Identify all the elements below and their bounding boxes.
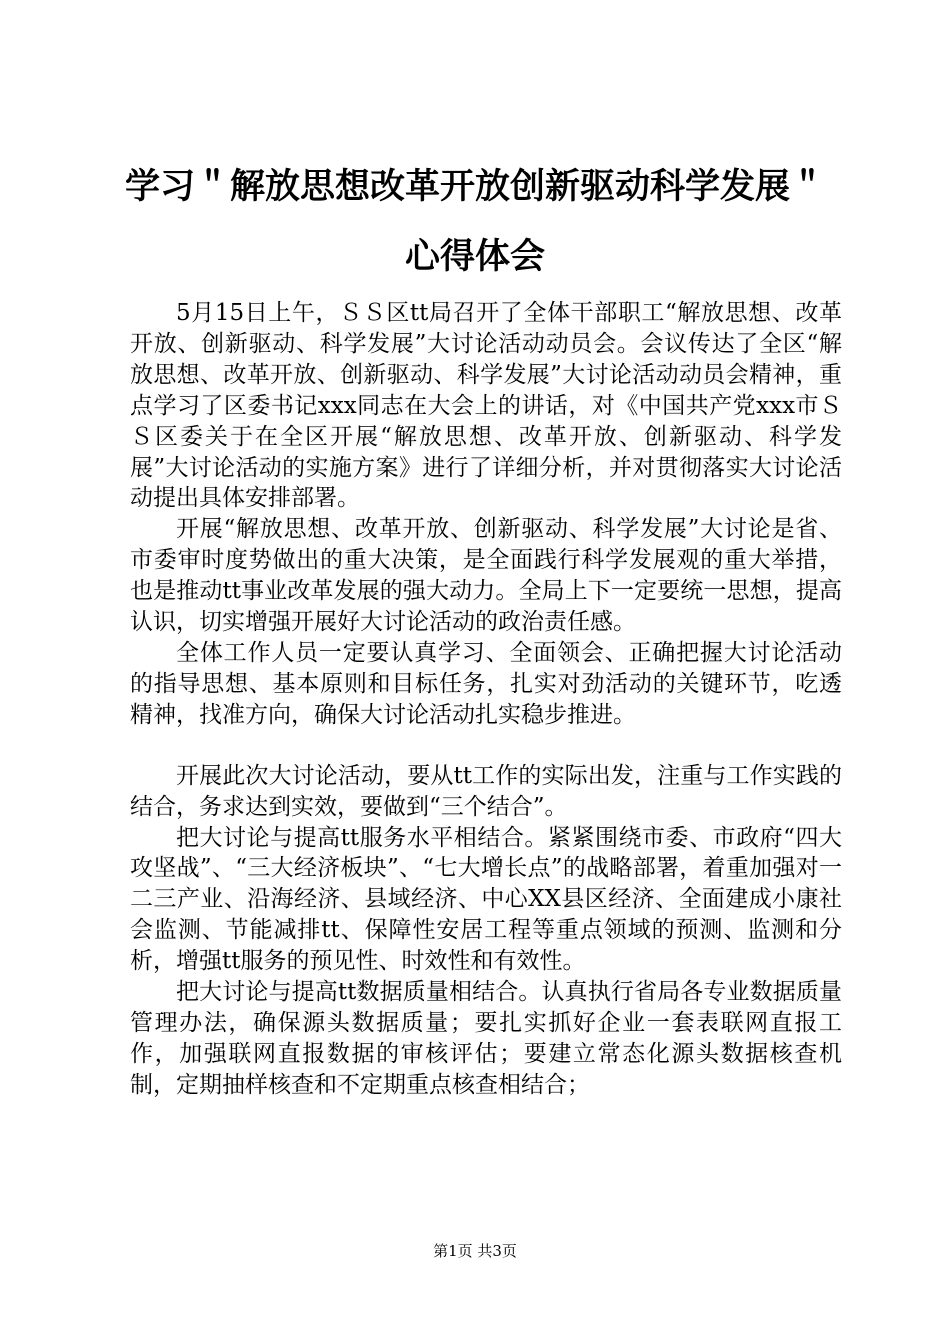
paragraph-spacer: [130, 731, 842, 761]
paragraph: 开展“解放思想、改革开放、创新驱动、科学发展”大讨论是省、市委审时度势做出的重大决策，是全面践行科学发展观的重大举措，也是推动tt事业改革发展的强大动力。全局上下一定要统一思想，提高认识，切实增强开展好大讨论活动的政治责任感。: [130, 516, 842, 636]
page-footer: 第1页 共3页: [433, 1242, 517, 1260]
document-title: 学习＂解放思想改革开放创新驱动科学发展＂: [124, 167, 825, 207]
paragraph: 开展此次大讨论活动，要从tt工作的实际出发，注重与工作实践的结合，务求达到实效，要做到“三个结合”。: [130, 762, 842, 820]
paragraph: 5月15日上午，ＳＳ区tt局召开了全体干部职工“解放思想、改革开放、创新驱动、科学发展”大讨论活动动员会。会议传达了全区“解放思想、改革开放、创新驱动、科学发展”大讨论活动动员会精神，重点学习了区委书记xxx同志在大会上的讲话，对《中国共产党xxx市ＳＳ区委关于在全区开展“解放思想、改革开放、创新驱动、科学发展”大讨论活动的实施方案》进行了详细分析，并对贯彻落实大讨论活动提出具体安排部署。: [130, 300, 842, 512]
paragraph: 把大讨论与提高tt服务水平相结合。紧紧围绕市委、市政府“四大攻坚战”、“三大经济板块”、“七大增长点”的战略部署，着重加强对一二三产业、沿海经济、县域经济、中心XX县区经济、全面建成小康社会监测、节能减排tt、保障性安居工程等重点领域的预测、监测和分析，增强tt服务的预见性、时效性和有效性。: [130, 824, 842, 975]
document-body: [130, 298, 842, 1101]
paragraph: 全体工作人员一定要认真学习、全面领会、正确把握大讨论活动的指导思想、基本原则和目标任务，扎实对劲活动的关键环节，吃透精神，找准方向，确保大讨论活动扎实稳步推进。: [130, 639, 842, 728]
paragraph: 把大讨论与提高tt数据质量相结合。认真执行省局各专业数据质量管理办法，确保源头数据质量；要扎实抓好企业一套表联网直报工作，加强联网直报数据的审核评估；要建立常态化源头数据核查机制，定期抽样核查和不定期重点核查相结合；: [130, 979, 842, 1098]
document-title-line2: 心得体会: [404, 237, 545, 277]
